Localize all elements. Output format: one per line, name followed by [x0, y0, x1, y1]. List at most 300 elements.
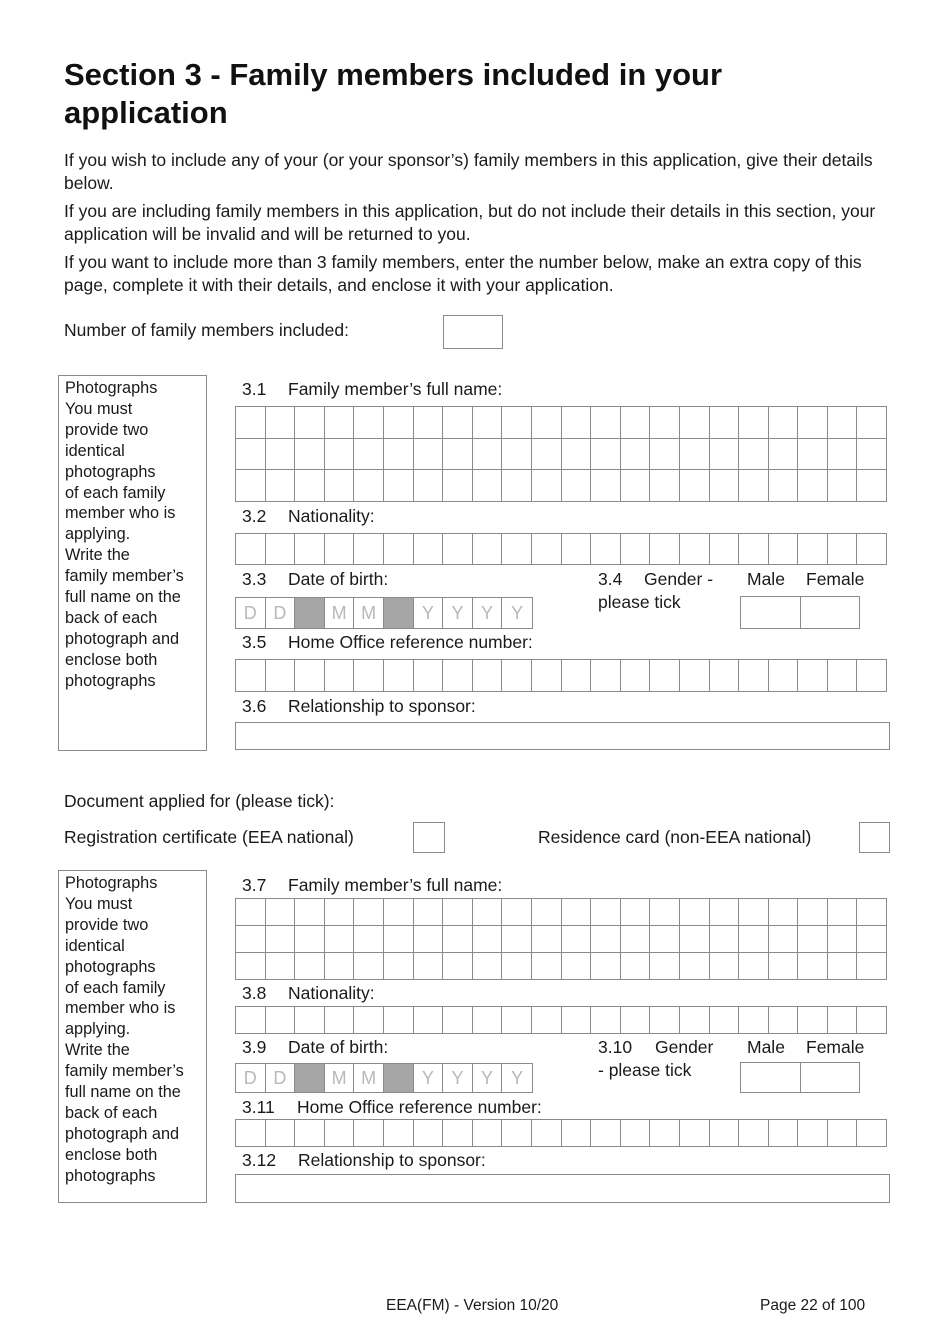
character-box[interactable] [857, 1007, 887, 1034]
date-digit-box[interactable]: Y [414, 598, 444, 628]
character-box[interactable] [473, 534, 503, 565]
character-box[interactable] [798, 470, 828, 502]
character-box[interactable] [295, 534, 325, 565]
character-box[interactable] [680, 407, 710, 439]
character-box[interactable] [532, 1120, 562, 1147]
family-count-input[interactable] [443, 315, 503, 349]
character-box[interactable] [384, 660, 414, 692]
character-box[interactable] [798, 1007, 828, 1034]
character-box[interactable] [354, 660, 384, 692]
character-box[interactable] [354, 899, 384, 926]
character-box[interactable] [739, 953, 769, 980]
character-box[interactable] [650, 534, 680, 565]
character-box[interactable] [473, 439, 503, 471]
character-box[interactable] [650, 953, 680, 980]
character-box[interactable] [828, 953, 858, 980]
character-box[interactable] [295, 470, 325, 502]
character-box[interactable] [443, 1120, 473, 1147]
character-box[interactable] [710, 660, 740, 692]
character-box[interactable] [680, 660, 710, 692]
character-box[interactable] [414, 660, 444, 692]
character-box[interactable] [354, 926, 384, 953]
character-box[interactable] [325, 534, 355, 565]
female-label: Female [806, 1037, 865, 1057]
character-box[interactable] [591, 470, 621, 502]
date-digit-box[interactable]: Y [414, 1064, 444, 1092]
character-box[interactable] [769, 470, 799, 502]
character-box[interactable] [798, 899, 828, 926]
character-box[interactable] [798, 926, 828, 953]
character-box[interactable] [532, 407, 562, 439]
full-name-grid[interactable] [235, 898, 887, 980]
character-box[interactable] [266, 407, 296, 439]
character-box[interactable] [621, 899, 651, 926]
date-digit-box[interactable]: Y [443, 1064, 473, 1092]
gender-label: Gender - [644, 569, 714, 589]
relationship-input[interactable] [235, 722, 890, 750]
character-box[interactable] [414, 926, 444, 953]
date-digit-box[interactable]: D [236, 1064, 266, 1092]
gender-label: Gender [655, 1037, 714, 1057]
character-box[interactable] [384, 407, 414, 439]
character-box[interactable] [236, 899, 266, 926]
character-box[interactable] [828, 1007, 858, 1034]
character-box[interactable] [591, 926, 621, 953]
character-box[interactable] [384, 926, 414, 953]
character-box[interactable] [295, 1120, 325, 1147]
character-box[interactable] [325, 953, 355, 980]
character-box[interactable] [621, 953, 651, 980]
character-box[interactable] [769, 953, 799, 980]
character-box[interactable] [621, 439, 651, 471]
character-box[interactable] [591, 1007, 621, 1034]
field-number: 3.3 [242, 569, 267, 589]
character-box[interactable] [266, 534, 296, 565]
character-box[interactable] [443, 407, 473, 439]
character-box[interactable] [591, 407, 621, 439]
character-box[interactable] [680, 470, 710, 502]
character-box[interactable] [325, 899, 355, 926]
character-box[interactable] [443, 534, 473, 565]
character-box[interactable] [621, 534, 651, 565]
character-box[interactable] [562, 470, 592, 502]
character-box[interactable] [739, 439, 769, 471]
character-box[interactable] [384, 1120, 414, 1147]
character-box[interactable] [798, 953, 828, 980]
character-box[interactable] [384, 470, 414, 502]
character-box[interactable] [473, 899, 503, 926]
character-box[interactable] [236, 926, 266, 953]
character-box[interactable] [828, 660, 858, 692]
date-separator [384, 598, 414, 628]
character-box[interactable] [739, 534, 769, 565]
date-of-birth-input[interactable] [235, 597, 533, 629]
character-box[interactable] [502, 470, 532, 502]
character-box[interactable] [532, 899, 562, 926]
character-box[interactable] [591, 1120, 621, 1147]
character-box[interactable] [532, 926, 562, 953]
date-digit-box[interactable]: D [266, 598, 296, 628]
home-office-ref-label: Home Office reference number: [297, 1097, 542, 1117]
male-checkbox[interactable] [740, 1062, 801, 1093]
character-box[interactable] [266, 899, 296, 926]
home-office-ref-label: Home Office reference number: [288, 632, 533, 652]
character-box[interactable] [739, 899, 769, 926]
character-box[interactable] [650, 660, 680, 692]
section-title: Section 3 - Family members included in your application [64, 57, 723, 130]
character-box[interactable] [798, 439, 828, 471]
character-box[interactable] [857, 470, 887, 502]
character-box[interactable] [710, 439, 740, 471]
character-box[interactable] [532, 1007, 562, 1034]
character-box[interactable] [354, 470, 384, 502]
date-digit-box[interactable]: M [325, 1064, 355, 1092]
date-digit-box[interactable]: M [354, 598, 384, 628]
date-digit-box[interactable]: Y [511, 602, 524, 623]
character-box[interactable] [354, 1120, 384, 1147]
character-box[interactable] [828, 1120, 858, 1147]
character-box[interactable] [502, 439, 532, 471]
character-box[interactable] [325, 1007, 355, 1034]
nationality-grid[interactable] [235, 1006, 887, 1034]
character-box[interactable] [739, 660, 769, 692]
female-label: Female [806, 569, 865, 589]
character-box[interactable] [502, 660, 532, 692]
character-box[interactable] [857, 439, 887, 471]
full-name-label: Family member’s full name: [288, 875, 503, 895]
character-box[interactable] [562, 534, 592, 565]
character-box[interactable] [739, 1120, 769, 1147]
character-box[interactable] [414, 953, 444, 980]
character-box[interactable] [680, 953, 710, 980]
character-box[interactable] [769, 1120, 799, 1147]
character-box[interactable] [354, 439, 384, 471]
character-box[interactable] [857, 899, 887, 926]
character-box[interactable] [414, 1120, 444, 1147]
document-applied-label: Document applied for (please tick): [64, 791, 335, 811]
field-number: 3.2 [242, 506, 267, 526]
gender-instruction: please tick [598, 592, 681, 612]
registration-certificate-checkbox[interactable] [413, 822, 445, 853]
date-digit-box[interactable]: Y [443, 598, 473, 628]
home-office-ref-grid[interactable] [235, 659, 887, 692]
character-box[interactable] [621, 470, 651, 502]
character-box[interactable] [532, 953, 562, 980]
character-box[interactable] [473, 1120, 503, 1147]
character-box[interactable] [414, 534, 444, 565]
character-box[interactable] [266, 1120, 296, 1147]
photographs-instructions: You must provide two identical photographs of each family member who is applying. Write the family member’s full name on the back of each photograph and enclose both photographs [65, 894, 184, 1185]
intro-paragraph: If you wish to include any of your (or your sponsor’s) family members in this application, give their details below. [64, 150, 873, 193]
character-box[interactable] [739, 926, 769, 953]
character-box[interactable] [266, 953, 296, 980]
character-box[interactable] [325, 439, 355, 471]
character-box[interactable] [443, 1007, 473, 1034]
photographs-panel [58, 870, 207, 1203]
character-box[interactable] [384, 899, 414, 926]
male-label: Male [747, 569, 785, 589]
field-number: 3.4 [598, 569, 623, 589]
relationship-label: Relationship to sponsor: [288, 696, 476, 716]
character-box[interactable] [295, 660, 325, 692]
intro-paragraph: If you want to include more than 3 family members, enter the number below, make an extra copy of this page, complete it with their details, and enclose it with your application. [64, 252, 862, 295]
full-name-grid[interactable] [235, 406, 887, 502]
character-box[interactable] [266, 926, 296, 953]
nationality-label: Nationality: [288, 506, 375, 526]
character-box[interactable] [650, 899, 680, 926]
character-box[interactable] [354, 1007, 384, 1034]
character-box[interactable] [650, 1120, 680, 1147]
character-box[interactable] [769, 407, 799, 439]
character-box[interactable] [502, 1120, 532, 1147]
character-box[interactable] [473, 660, 503, 692]
character-box[interactable] [591, 899, 621, 926]
character-box[interactable] [354, 953, 384, 980]
character-box[interactable] [710, 899, 740, 926]
character-box[interactable] [680, 926, 710, 953]
character-box[interactable] [562, 899, 592, 926]
character-box[interactable] [414, 1007, 444, 1034]
character-box[interactable] [295, 899, 325, 926]
male-checkbox[interactable] [740, 596, 801, 629]
character-box[interactable] [266, 439, 296, 471]
character-box[interactable] [562, 953, 592, 980]
character-box[interactable] [739, 407, 769, 439]
character-box[interactable] [443, 953, 473, 980]
character-box[interactable] [591, 439, 621, 471]
female-checkbox[interactable] [800, 1062, 860, 1093]
character-box[interactable] [325, 1120, 355, 1147]
character-box[interactable] [562, 926, 592, 953]
field-number: 3.8 [242, 983, 267, 1003]
character-box[interactable] [562, 407, 592, 439]
character-box[interactable] [857, 1120, 887, 1147]
character-box[interactable] [710, 470, 740, 502]
character-box[interactable] [266, 1007, 296, 1034]
character-box[interactable] [414, 470, 444, 502]
character-box[interactable] [591, 660, 621, 692]
home-office-ref-grid[interactable] [235, 1119, 887, 1147]
character-box[interactable] [680, 439, 710, 471]
character-box[interactable] [384, 1007, 414, 1034]
character-box[interactable] [295, 407, 325, 439]
character-box[interactable] [473, 407, 503, 439]
character-box[interactable] [236, 953, 266, 980]
character-box[interactable] [443, 926, 473, 953]
photographs-instructions: You must provide two identical photographs of each family member who is applying. Write the family member’s full name on the back of each photograph and enclose both photographs [65, 399, 184, 690]
character-box[interactable] [650, 407, 680, 439]
character-box[interactable] [591, 534, 621, 565]
character-box[interactable] [650, 439, 680, 471]
character-box[interactable] [621, 1007, 651, 1034]
character-box[interactable] [828, 899, 858, 926]
character-box[interactable] [562, 660, 592, 692]
character-box[interactable] [443, 660, 473, 692]
date-digit-box[interactable]: Y [473, 598, 503, 628]
family-count-label: Number of family members included: [64, 320, 349, 340]
character-box[interactable] [236, 1007, 266, 1034]
character-box[interactable] [828, 534, 858, 565]
field-number: 3.1 [242, 379, 267, 399]
character-box[interactable] [325, 470, 355, 502]
character-box[interactable] [532, 470, 562, 502]
form-version: EEA(FM) - Version 10/20 [386, 1297, 559, 1314]
character-box[interactable] [532, 534, 562, 565]
character-box[interactable] [562, 1007, 592, 1034]
character-box[interactable] [857, 926, 887, 953]
character-box[interactable] [414, 407, 444, 439]
character-box[interactable] [857, 953, 887, 980]
date-separator [295, 598, 325, 628]
character-box[interactable] [710, 953, 740, 980]
character-box[interactable] [236, 439, 266, 471]
character-box[interactable] [473, 953, 503, 980]
photographs-title: Photographs [65, 874, 158, 892]
photographs-panel [58, 375, 207, 751]
date-digit-box[interactable]: M [354, 1064, 384, 1092]
nationality-label: Nationality: [288, 983, 375, 1003]
character-box[interactable] [414, 439, 444, 471]
character-box[interactable] [236, 1120, 266, 1147]
character-box[interactable] [798, 534, 828, 565]
character-box[interactable] [621, 926, 651, 953]
character-box[interactable] [532, 439, 562, 471]
character-box[interactable] [266, 470, 296, 502]
character-box[interactable] [769, 1007, 799, 1034]
relationship-label: Relationship to sponsor: [298, 1150, 486, 1170]
character-box[interactable] [502, 953, 532, 980]
character-box[interactable] [680, 1120, 710, 1147]
character-box[interactable] [650, 470, 680, 502]
character-box[interactable] [295, 1007, 325, 1034]
character-box[interactable] [680, 899, 710, 926]
character-box[interactable] [236, 534, 266, 565]
character-box[interactable] [502, 899, 532, 926]
character-box[interactable] [680, 534, 710, 565]
character-box[interactable] [384, 953, 414, 980]
character-box[interactable] [828, 407, 858, 439]
character-box[interactable] [532, 660, 562, 692]
character-box[interactable] [769, 899, 799, 926]
character-box[interactable] [502, 1007, 532, 1034]
character-box[interactable] [710, 407, 740, 439]
character-box[interactable] [769, 926, 799, 953]
field-number: 3.5 [242, 632, 267, 652]
character-box[interactable] [650, 926, 680, 953]
character-box[interactable] [502, 407, 532, 439]
character-box[interactable] [325, 407, 355, 439]
character-box[interactable] [414, 899, 444, 926]
date-of-birth-label: Date of birth: [288, 569, 389, 589]
character-box[interactable] [710, 1007, 740, 1034]
character-box[interactable] [798, 1120, 828, 1147]
character-box[interactable] [443, 470, 473, 502]
character-box[interactable] [562, 1120, 592, 1147]
male-label: Male [747, 1037, 785, 1057]
character-box[interactable] [354, 534, 384, 565]
character-box[interactable] [798, 660, 828, 692]
character-box[interactable] [443, 899, 473, 926]
character-box[interactable] [591, 953, 621, 980]
date-digit-box[interactable]: Y [473, 1064, 503, 1092]
character-box[interactable] [443, 439, 473, 471]
character-box[interactable] [266, 660, 296, 692]
character-box[interactable] [295, 926, 325, 953]
character-box[interactable] [502, 926, 532, 953]
character-box[interactable] [650, 1007, 680, 1034]
character-box[interactable] [354, 407, 384, 439]
nationality-grid[interactable] [235, 533, 887, 565]
residence-card-checkbox[interactable] [859, 822, 890, 853]
relationship-input[interactable] [235, 1174, 890, 1203]
full-name-label: Family member’s full name: [288, 379, 503, 399]
character-box[interactable] [769, 439, 799, 471]
character-box[interactable] [384, 534, 414, 565]
character-box[interactable] [798, 407, 828, 439]
date-digit-box[interactable]: Y [511, 1067, 524, 1088]
character-box[interactable] [236, 407, 266, 439]
character-box[interactable] [621, 660, 651, 692]
character-box[interactable] [236, 470, 266, 502]
date-digit-box[interactable]: D [266, 1064, 296, 1092]
character-box[interactable] [857, 660, 887, 692]
date-of-birth-label: Date of birth: [288, 1037, 389, 1057]
character-box[interactable] [828, 439, 858, 471]
character-box[interactable] [384, 439, 414, 471]
date-digit-box[interactable]: M [325, 598, 355, 628]
field-number: 3.6 [242, 696, 267, 716]
date-separator [295, 1064, 325, 1092]
character-box[interactable] [769, 534, 799, 565]
character-box[interactable] [857, 534, 887, 565]
character-box[interactable] [236, 660, 266, 692]
character-box[interactable] [828, 470, 858, 502]
gender-instruction: - please tick [598, 1060, 692, 1080]
field-number: 3.11 [242, 1097, 275, 1117]
intro-paragraph: If you are including family members in this application, but do not include their details in this section, your application will be invalid and will be returned to you. [64, 201, 876, 244]
character-box[interactable] [473, 926, 503, 953]
character-box[interactable] [473, 1007, 503, 1034]
character-box[interactable] [680, 1007, 710, 1034]
character-box[interactable] [710, 534, 740, 565]
character-box[interactable] [857, 407, 887, 439]
character-box[interactable] [325, 660, 355, 692]
field-number: 3.7 [242, 875, 267, 895]
registration-certificate-label: Registration certificate (EEA national) [64, 827, 354, 847]
character-box[interactable] [473, 470, 503, 502]
character-box[interactable] [828, 926, 858, 953]
page-number: Page 22 of 100 [760, 1297, 866, 1314]
field-number: 3.12 [242, 1150, 277, 1170]
character-box[interactable] [739, 470, 769, 502]
character-box[interactable] [295, 953, 325, 980]
female-checkbox[interactable] [800, 596, 860, 629]
photographs-title: Photographs [65, 379, 158, 397]
character-box[interactable] [769, 660, 799, 692]
date-of-birth-input[interactable] [235, 1063, 533, 1093]
character-box[interactable] [502, 534, 532, 565]
character-box[interactable] [739, 1007, 769, 1034]
character-box[interactable] [710, 926, 740, 953]
character-box[interactable] [621, 1120, 651, 1147]
date-digit-box[interactable]: D [236, 598, 266, 628]
character-box[interactable] [325, 926, 355, 953]
character-box[interactable] [621, 407, 651, 439]
character-box[interactable] [710, 1120, 740, 1147]
character-box[interactable] [562, 439, 592, 471]
residence-card-label: Residence card (non-EEA national) [538, 827, 812, 847]
character-box[interactable] [295, 439, 325, 471]
